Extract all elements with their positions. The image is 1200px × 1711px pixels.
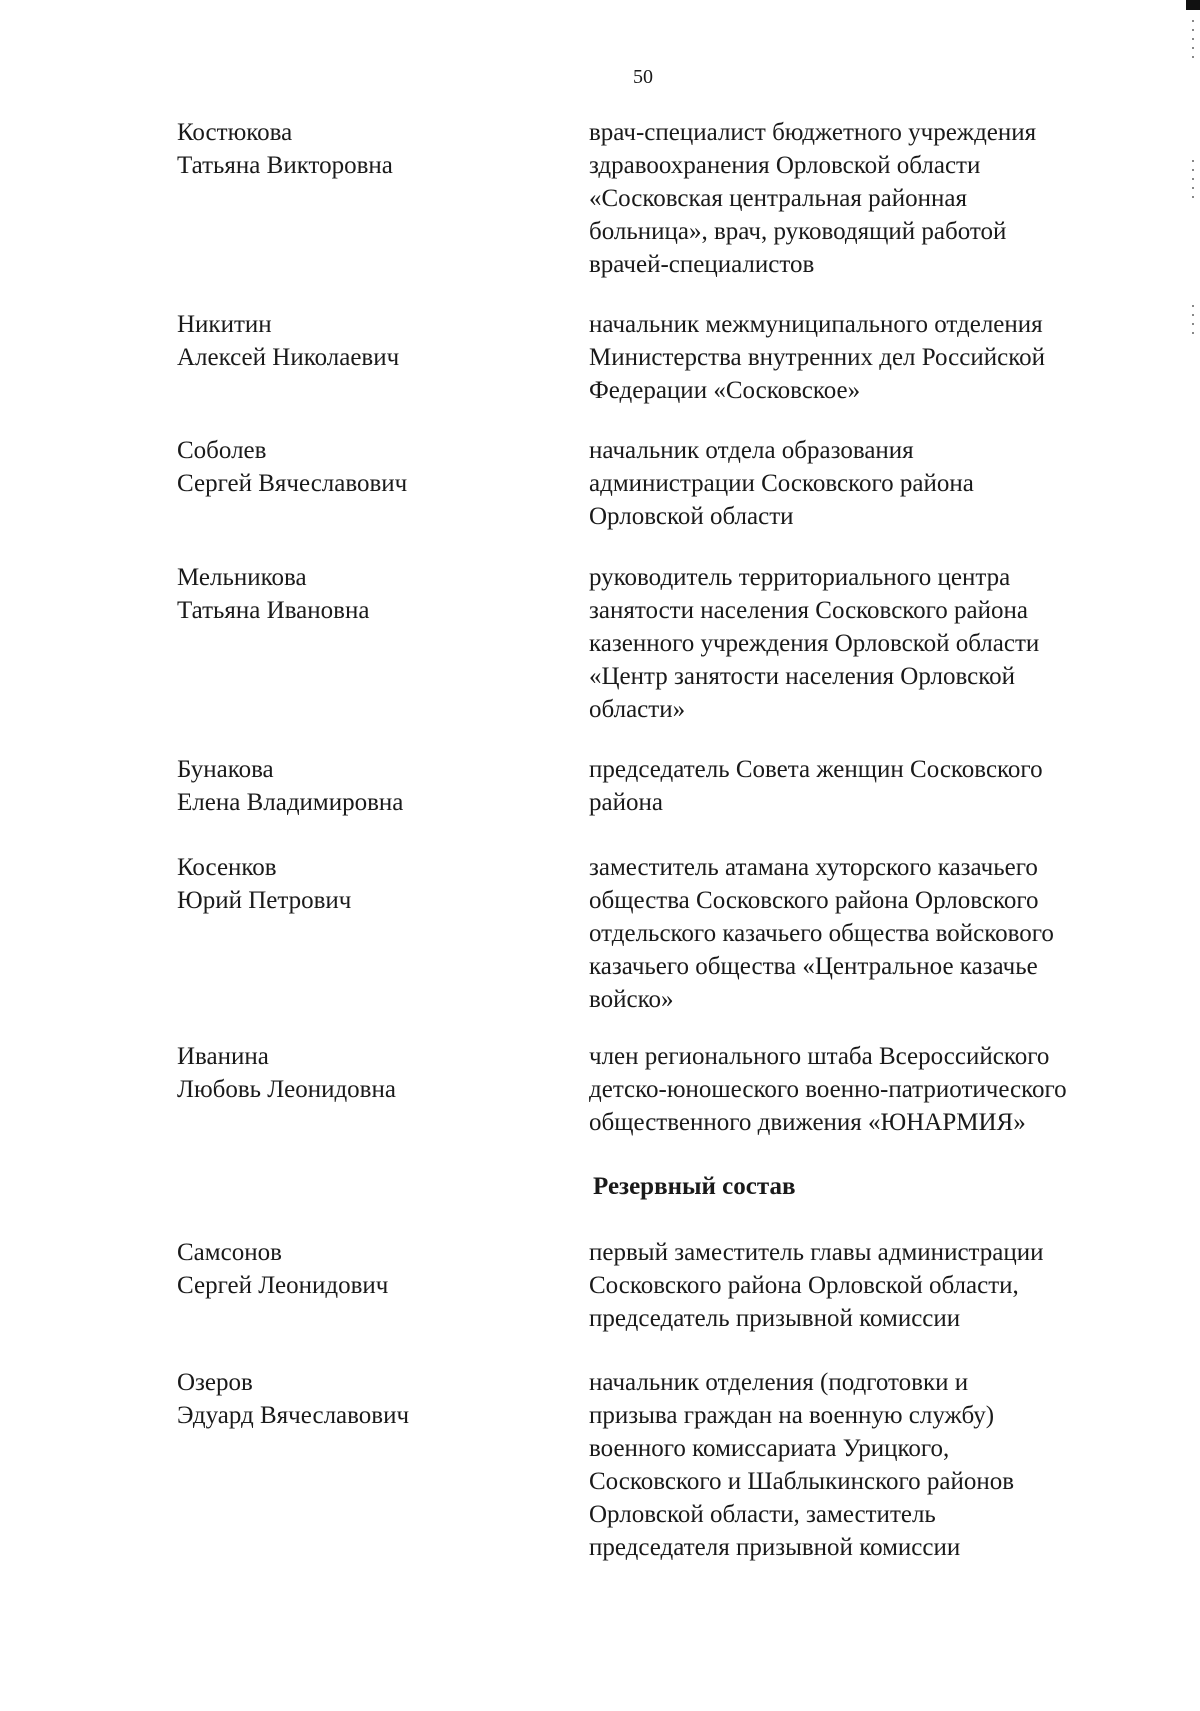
member-given-names: Татьяна Ивановна: [177, 597, 370, 624]
member-surname: Косенков: [177, 854, 277, 881]
role-line: войско»: [589, 986, 674, 1013]
role-line: начальник межмуниципального отделения: [589, 311, 1043, 338]
role-line: член регионального штаба Всероссийского: [589, 1043, 1050, 1070]
member-given-names: Сергей Вячеславович: [177, 470, 408, 497]
role-line: общественного движения «ЮНАРМИЯ»: [589, 1109, 1026, 1136]
member-name: [177, 1040, 577, 1106]
scan-edge-dots: [1192, 305, 1194, 335]
role-line: заместитель атамана хуторского казачьего: [589, 854, 1038, 881]
role-line: отдельского казачьего общества войскового: [589, 920, 1054, 947]
role-line: руководитель территориального центра: [589, 564, 1011, 591]
member-given-names: Юрий Петрович: [177, 887, 352, 914]
role-line: Сосковского района Орловской области,: [589, 1272, 1019, 1299]
member-given-names: Эдуард Вячеславович: [177, 1402, 410, 1429]
role-line: начальник отдела образования: [589, 437, 914, 464]
role-line: «Центр занятости населения Орловской: [589, 663, 1015, 690]
member-role: [589, 561, 1149, 726]
role-line: военного комиссариата Урицкого,: [589, 1435, 950, 1462]
scan-edge-mark: [1186, 0, 1200, 10]
member-name: [177, 753, 577, 819]
member-surname: Бунакова: [177, 756, 274, 783]
member-role: [589, 308, 1149, 407]
role-line: администрации Сосковского района: [589, 470, 974, 497]
role-line: врачей-специалистов: [589, 251, 815, 278]
scan-edge-dots: [1192, 20, 1194, 60]
member-name: [177, 561, 577, 627]
member-given-names: Елена Владимировна: [177, 789, 404, 816]
role-line: Сосковского и Шаблыкинского районов: [589, 1468, 1015, 1495]
role-line: казенного учреждения Орловской области: [589, 630, 1040, 657]
member-role: [589, 1040, 1149, 1139]
member-surname: Иванина: [177, 1043, 269, 1070]
member-role: [589, 1236, 1149, 1335]
page-number: 50: [633, 66, 653, 88]
member-role: [589, 434, 1149, 533]
member-surname: Костюкова: [177, 119, 293, 146]
member-given-names: Любовь Леонидовна: [177, 1076, 396, 1103]
member-role: [589, 1366, 1149, 1564]
role-line: детско-юношеского военно-патриотического: [589, 1076, 1067, 1103]
role-line: Министерства внутренних дел Российской: [589, 344, 1045, 371]
role-line: врач-специалист бюджетного учреждения: [589, 119, 1037, 146]
member-given-names: Сергей Леонидович: [177, 1272, 389, 1299]
member-surname: Озеров: [177, 1369, 253, 1396]
member-given-names: Татьяна Викторовна: [177, 152, 393, 179]
member-name: [177, 1236, 577, 1302]
role-line: председателя призывной комиссии: [589, 1534, 961, 1561]
role-line: Орловской области, заместитель: [589, 1501, 936, 1528]
scan-edge-dots: [1192, 160, 1194, 200]
member-name: [177, 116, 577, 182]
member-name: [177, 434, 577, 500]
role-line: занятости населения Сосковского района: [589, 597, 1029, 624]
role-line: общества Сосковского района Орловского: [589, 887, 1039, 914]
role-line: здравоохранения Орловской области: [589, 152, 981, 179]
role-line: «Сосковская центральная районная: [589, 185, 967, 212]
member-name: [177, 1366, 577, 1432]
reserve-section-heading: Резервный состав: [593, 1173, 796, 1200]
role-line: области»: [589, 696, 686, 723]
member-role: [589, 116, 1149, 281]
role-line: казачьего общества «Центральное казачье: [589, 953, 1038, 980]
role-line: первый заместитель главы администрации: [589, 1239, 1044, 1266]
member-surname: Никитин: [177, 311, 272, 338]
member-name: [177, 308, 577, 374]
role-line: Орловской области: [589, 503, 794, 530]
member-role: [589, 851, 1149, 1016]
member-surname: Мельникова: [177, 564, 307, 591]
member-role: [589, 753, 1149, 819]
role-line: начальник отделения (подготовки и: [589, 1369, 969, 1396]
role-line: района: [589, 789, 663, 816]
member-given-names: Алексей Николаевич: [177, 344, 400, 371]
member-surname: Самсонов: [177, 1239, 282, 1266]
member-surname: Соболев: [177, 437, 267, 464]
role-line: председатель призывной комиссии: [589, 1305, 961, 1332]
member-name: [177, 851, 577, 917]
role-line: Федерации «Сосковское»: [589, 377, 861, 404]
role-line: больница», врач, руководящий работой: [589, 218, 1007, 245]
role-line: призыва граждан на военную службу): [589, 1402, 995, 1429]
role-line: председатель Совета женщин Сосковского: [589, 756, 1043, 783]
